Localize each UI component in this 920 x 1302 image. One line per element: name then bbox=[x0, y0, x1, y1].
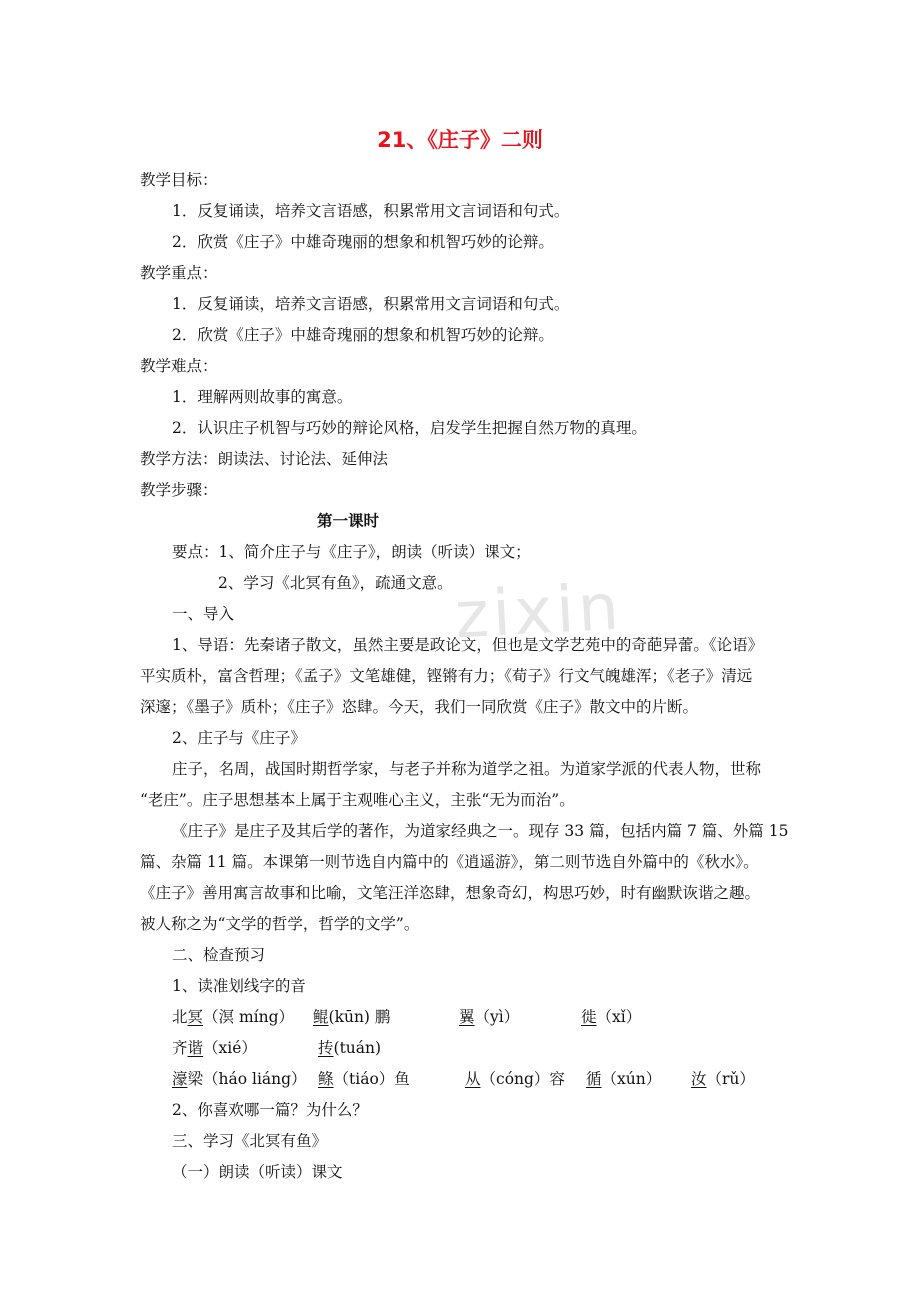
underlined-char: 抟 bbox=[318, 1039, 334, 1057]
pronunciation-item: 翼（yì） bbox=[459, 1008, 520, 1026]
watermark: zixin bbox=[453, 570, 625, 654]
pronunciation-item: 从（cóng）容 bbox=[465, 1070, 565, 1088]
lesson-key-line: 2、学习《北冥有鱼》，疏通文意。 bbox=[218, 574, 453, 592]
underlined-char: 鲦 bbox=[318, 1070, 334, 1088]
paragraph-line: 被人称之为“文学的哲学，哲学的文学”。 bbox=[140, 915, 420, 933]
underlined-char: 汝 bbox=[691, 1070, 707, 1088]
paragraph-line: 《庄子》善用寓言故事和比喻，文笔汪洋恣肆，想象奇幻，构思巧妙，时有幽默诙谐之趣。 bbox=[140, 884, 761, 902]
lesson-key-line: 要点：1、简介庄子与《庄子》，朗读（听读）课文； bbox=[172, 543, 531, 561]
pronunciation-item: 齐谐（xié） bbox=[172, 1039, 257, 1057]
section-heading: 三、学习《北冥有鱼》 bbox=[172, 1132, 328, 1150]
subsection-heading: 1、读准划线字的音 bbox=[172, 977, 306, 995]
paragraph-line: 《庄子》是庄子及其后学的著作，为道家经典之一。现存 33 篇，包括内篇 7 篇、外篇 15 bbox=[172, 822, 789, 840]
paragraph-line: 庄子，名周，战国时期哲学家，与老子并称为道学之祖。为道家学派的代表人物，世称 bbox=[172, 760, 762, 778]
underlined-char: 冥 bbox=[187, 1008, 204, 1026]
objective-item: 1．反复诵读，培养文言语感，积累常用文言词语和句式。 bbox=[172, 202, 570, 220]
methods-line: 教学方法：朗读法、讨论法、延伸法 bbox=[140, 450, 389, 468]
objectives-heading: 教学目标： bbox=[140, 171, 218, 189]
paragraph-line: “老庄”。庄子思想基本上属于主观唯心主义，主张“无为而治”。 bbox=[140, 791, 575, 809]
subsection-heading: （一）朗读（听读）课文 bbox=[172, 1163, 343, 1181]
pronunciation-item: 鲦（tiáo）鱼 bbox=[318, 1070, 410, 1088]
pronunciation-item: 鲲(kūn) 鹏 bbox=[313, 1008, 391, 1026]
underlined-char: 翼 bbox=[459, 1008, 475, 1026]
underlined-char: 谐 bbox=[187, 1039, 204, 1057]
pronunciation-item: 徙（xǐ） bbox=[581, 1008, 642, 1026]
difficulties-heading: 教学难点： bbox=[140, 357, 218, 375]
underlined-char: 徙 bbox=[581, 1008, 597, 1026]
underlined-char: 濠 bbox=[172, 1070, 188, 1088]
pronunciation-item: 北冥（溟 míng） bbox=[172, 1008, 295, 1026]
section-heading: 一、导入 bbox=[172, 605, 235, 623]
steps-heading: 教学步骤： bbox=[140, 481, 218, 499]
underlined-char: 鲲 bbox=[313, 1008, 329, 1026]
paragraph-line: 篇、杂篇 11 篇。本课第一则节选自内篇中的《逍遥游》，第二则节选自外篇中的《秋水》。 bbox=[140, 853, 759, 871]
paragraph-line: 平实质朴，富含哲理；《孟子》文笔雄健，铿锵有力；《荀子》行文气魄雄浑；《老子》清远 bbox=[140, 667, 753, 685]
subsection-heading: 2、你喜欢哪一篇？为什么？ bbox=[172, 1101, 368, 1119]
pronunciation-item: 抟(tuán) bbox=[318, 1039, 382, 1057]
difficulty-item: 2．认识庄子机智与巧妙的辩论风格，启发学生把握自然万物的真理。 bbox=[172, 419, 647, 437]
section-heading: 二、检查预习 bbox=[172, 946, 266, 964]
difficulty-item: 1．理解两则故事的寓意。 bbox=[172, 388, 353, 406]
paragraph-line: 1、导语：先秦诸子散文，虽然主要是政论文，但也是文学艺苑中的奇葩异蕾。《论语》 bbox=[172, 636, 764, 654]
pronunciation-item: 濠梁（háo liáng） bbox=[172, 1070, 307, 1088]
underlined-char: 循 bbox=[586, 1070, 602, 1088]
objective-item: 2．欣赏《庄子》中雄奇瑰丽的想象和机智巧妙的论辩。 bbox=[172, 233, 554, 251]
pronunciation-item: 循（xún） bbox=[586, 1070, 662, 1088]
document-title: 21、《庄子》二则 bbox=[377, 128, 543, 152]
lesson-heading: 第一课时 bbox=[317, 512, 380, 530]
key-point-item: 1．反复诵读，培养文言语感，积累常用文言词语和句式。 bbox=[172, 295, 570, 313]
pronunciation-item: 汝（rǔ） bbox=[691, 1070, 755, 1088]
underlined-char: 从 bbox=[465, 1070, 481, 1088]
paragraph-line: 深邃；《墨子》质朴；《庄子》恣肆。今天，我们一同欣赏《庄子》散文中的片断。 bbox=[140, 698, 699, 716]
key-point-item: 2．欣赏《庄子》中雄奇瑰丽的想象和机智巧妙的论辩。 bbox=[172, 326, 554, 344]
subsection-heading: 2、庄子与《庄子》 bbox=[172, 729, 306, 747]
key-points-heading: 教学重点： bbox=[140, 264, 218, 282]
